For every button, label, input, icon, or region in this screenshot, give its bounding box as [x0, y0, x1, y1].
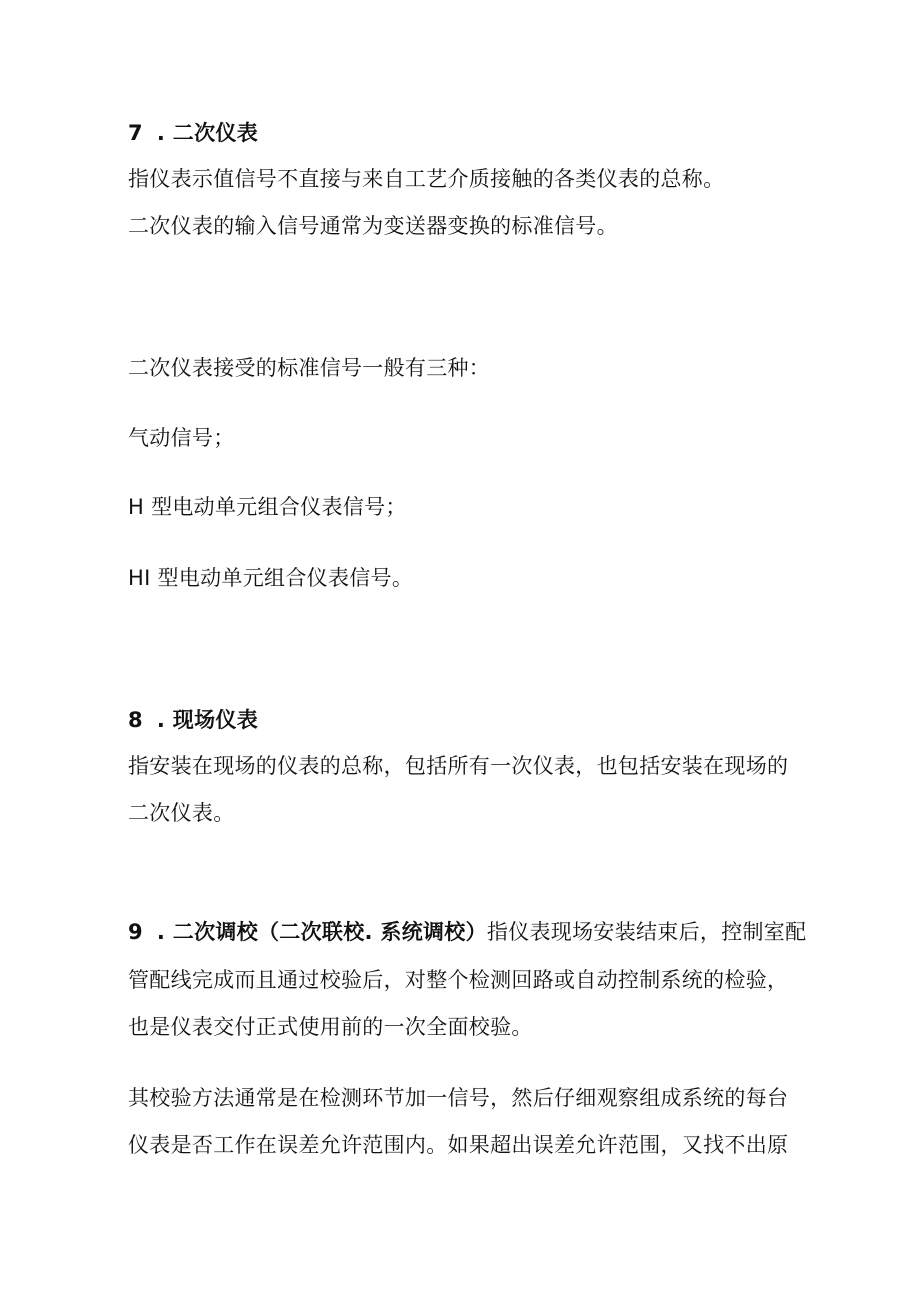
signal-item-h-type: H 型电动单元组合仪表信号；: [128, 495, 407, 519]
section-9-line-1-rest: 指仪表现场安装结束后，控制室配: [486, 920, 807, 944]
section-7-paragraph-line-2: 二次仪表的输入信号通常为变送器变换的标准信号。: [128, 214, 618, 238]
section-9-paragraph-line-2: 管配线完成而且通过校验后，对整个检测回路或自动控制系统的检验，: [128, 968, 789, 992]
section-9-paragraph-line-4: 其校验方法通常是在检测环节加一信号，然后仔细观察组成系统的每台: [128, 1086, 789, 1110]
section-7-number: 7: [128, 121, 143, 145]
section-9-title: . 二次调校（二次联校. 系统调校）: [156, 920, 487, 944]
section-8-paragraph-line-2: 二次仪表。: [128, 801, 235, 825]
section-9-paragraph-line-3: 也是仪表交付正式使用前的一次全面校验。: [128, 1015, 533, 1039]
section-9-paragraph-line-5: 仪表是否工作在误差允许范围内。如果超出误差允许范围，又找不出原: [128, 1133, 789, 1157]
section-9-first-line: [128, 917, 806, 947]
section-7-signals-intro: 二次仪表接受的标准信号一般有三种：: [128, 356, 491, 380]
section-8-title: . 现场仪表: [156, 708, 259, 732]
section-7-paragraph-line-1: 指仪表示值信号不直接与来自工艺介质接触的各类仪表的总称。: [128, 167, 725, 191]
signal-item-hi-type: HI 型电动单元组合仪表信号。: [128, 566, 414, 590]
section-7-title: . 二次仪表: [156, 121, 259, 145]
section-8-heading: [128, 705, 258, 735]
section-8-number: 8: [128, 708, 143, 732]
section-8-paragraph-line-1: 指安装在现场的仪表的总称，包括所有一次仪表，也包括安装在现场的: [128, 754, 789, 778]
section-7-heading: [128, 118, 258, 148]
section-9-number: 9: [128, 920, 143, 944]
signal-item-pneumatic: 气动信号；: [128, 426, 235, 450]
